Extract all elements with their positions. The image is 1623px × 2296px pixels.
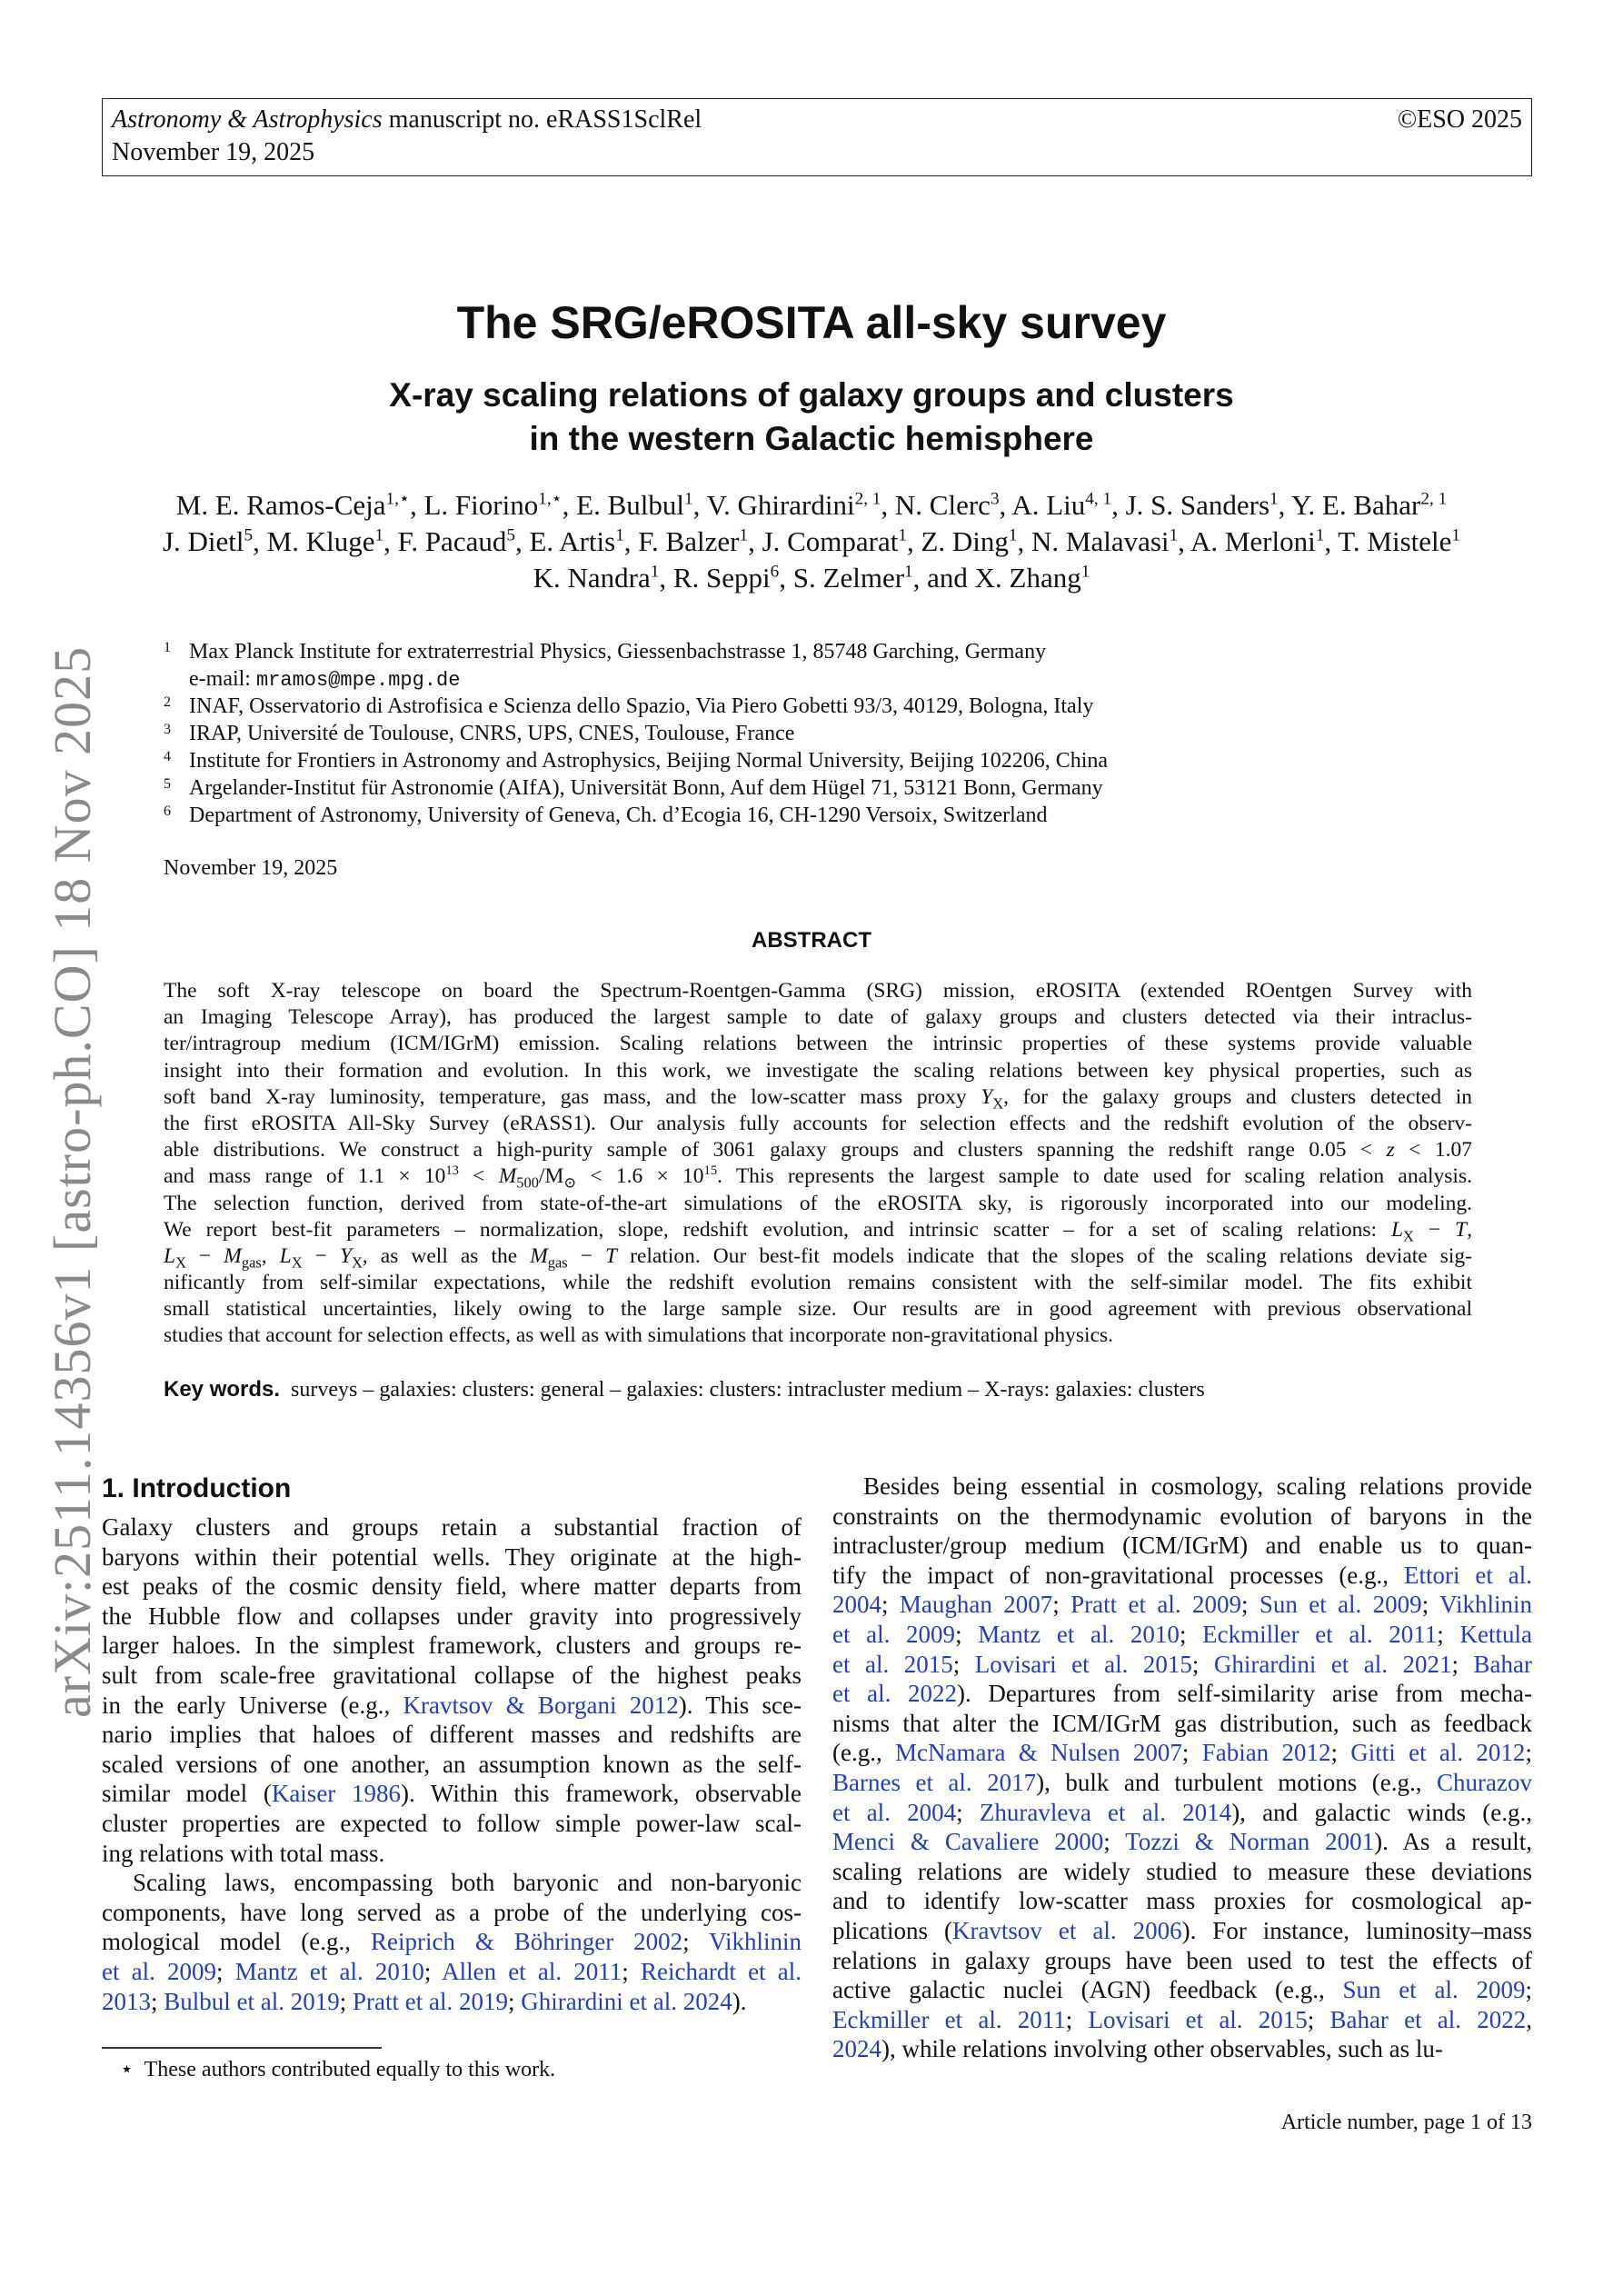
author-affiliation-mark: 2, 1 xyxy=(1420,489,1448,509)
affiliation-item xyxy=(164,802,1472,829)
citation-link[interactable]: Kravtsov & Borgani 2012 xyxy=(403,1691,679,1719)
citation-link[interactable]: Vikhlinin xyxy=(709,1928,802,1956)
author xyxy=(927,562,1090,594)
affiliation-number: 1 xyxy=(164,640,171,655)
body-line: scaling relations are widely studied to measure these deviations xyxy=(832,1857,1532,1885)
manuscript-number: manuscript no. eRASS1SclRel xyxy=(388,105,702,134)
body-line: constraints on the thermodynamic evolution of baryons in the xyxy=(832,1502,1532,1530)
abstract-line: small statistical uncertainties, likely owing to the large sample size. Our results are in good agreement with previous observational xyxy=(164,1297,1472,1322)
body-line: est peaks of the cosmic density field, where matter departs from xyxy=(102,1572,802,1601)
body-line: (e.g., McNamara & Nulsen 2007; Fabian 2012; Gitti et al. 2012; xyxy=(832,1739,1532,1767)
author-affiliation-mark: 1 xyxy=(898,525,907,545)
author-affiliation-mark: 1 xyxy=(1080,562,1090,582)
footnote-text: These authors contributed equally to this work. xyxy=(144,2058,556,2081)
body-line: nisms that alter the ICM/IGrM gas distribution, such as feedback xyxy=(832,1709,1532,1737)
citation-link[interactable]: Eckmiller et al. 2011 xyxy=(1202,1620,1438,1648)
journal-line xyxy=(112,105,702,135)
citation-link[interactable]: Sun et al. 2009 xyxy=(1259,1591,1422,1619)
body-line: cluster properties are expected to follow simple power-law scal- xyxy=(102,1809,802,1837)
author xyxy=(1190,525,1324,557)
body-line: 2013; Bulbul et al. 2019; Pratt et al. 2019; Ghirardini et al. 2024). xyxy=(102,1987,747,2015)
author-name: R. Seppi xyxy=(672,562,771,594)
affiliation-text: Argelander-Institut für Astronomie (AIfA), Universität Bonn, Auf dem Hügel 71, 53121 Bonn, Germany xyxy=(189,776,1103,800)
author-affiliation-mark: 1 xyxy=(1270,489,1279,509)
author-affiliation-mark: 1 xyxy=(1451,525,1461,545)
abstract-line: insight into their formation and evolution. In this work, we investigate the scaling relations between key physical properties, such as xyxy=(164,1058,1472,1083)
author-affiliation-mark: 1 xyxy=(904,562,913,582)
body-line: larger haloes. In the simplest framework, clusters and groups re- xyxy=(102,1632,802,1660)
abstract-line: The selection function, derived from state-of-the-art simulations of the eROSITA sky, is rigorously incorporated into our modeling. xyxy=(164,1191,1472,1215)
author xyxy=(1126,489,1279,521)
keywords-text: surveys – galaxies: clusters: general – galaxies: clusters: intracluster medium – X-rays: galaxies: clusters xyxy=(291,1378,1205,1402)
citation-link[interactable]: Gitti et al. 2012 xyxy=(1350,1739,1526,1767)
author-affiliation-mark: 2, 1 xyxy=(854,489,881,509)
citation-link[interactable]: Sun et al. 2009 xyxy=(1342,1976,1526,2004)
body-line: et al. 2004; Zhuravleva et al. 2014), and galactic winds (e.g., xyxy=(832,1798,1532,1826)
citation-link[interactable]: Eckmiller et al. 2011 xyxy=(832,2005,1066,2033)
body-line: mological model (e.g., Reiprich & Böhringer 2002; Vikhlinin xyxy=(102,1928,802,1956)
body-line: Galaxy clusters and groups retain a substantial fraction of xyxy=(102,1513,802,1541)
manuscript-header xyxy=(102,98,1532,176)
author xyxy=(1011,489,1111,521)
citation-link[interactable]: Maughan 2007 xyxy=(899,1591,1053,1619)
body-line: nario implies that haloes of different masses and redshifts are xyxy=(102,1721,802,1749)
affiliation-number: 2 xyxy=(164,694,171,710)
author-affiliation-mark: 1 xyxy=(1008,525,1018,545)
affiliation-text: e-mail: mramos@mpe.mpg.de xyxy=(189,667,461,692)
affiliation-item xyxy=(164,720,1472,747)
author-affiliation-mark: 1 xyxy=(374,525,384,545)
author-name: A. Merloni xyxy=(1190,525,1316,557)
body-line: ing relations with total mass. xyxy=(102,1839,385,1867)
citation-link[interactable]: Bahar xyxy=(1473,1650,1532,1678)
document-date: November 19, 2025 xyxy=(164,856,338,880)
body-line: the Hubble flow and collapses under gravity into progressively xyxy=(102,1602,802,1630)
citation-link[interactable]: et al. 2004 xyxy=(832,1798,957,1826)
author-name: V. Ghirardini xyxy=(706,489,855,521)
author xyxy=(163,525,253,557)
author xyxy=(576,489,692,521)
author-name: and X. Zhang xyxy=(927,562,1081,594)
citation-link[interactable]: Reichardt et al. xyxy=(640,1957,802,1985)
affiliation-number: 5 xyxy=(164,776,171,792)
author-line: M. E. Ramos-Ceja$^{1,⋆}$, L. Fiorino$^{1,⋆}$, E. Bulbul$^1$, V. Ghirardini$^{2, 1}$, N. Clerc$^3$, A. Liu$^{4, 1}$, J. S. Sanders$^1$, Y. E. Bahar$^{2, 1}$ xyxy=(175,489,1448,521)
author-affiliation-mark: 1,⋆ xyxy=(538,489,563,509)
citation-link[interactable]: Menci & Cavaliere 2000 xyxy=(832,1828,1104,1856)
citation-link[interactable]: Ettori et al. xyxy=(1403,1561,1532,1589)
author-name: M. E. Ramos-Ceja xyxy=(175,489,386,521)
author-affiliation-mark: 4, 1 xyxy=(1085,489,1112,509)
affiliation-item xyxy=(164,774,1472,802)
body-line: 2004; Maughan 2007; Pratt et al. 2009; Sun et al. 2009; Vikhlinin xyxy=(832,1591,1532,1619)
body-line: active galactic nuclei (AGN) feedback (e.g., Sun et al. 2009; xyxy=(832,1976,1532,2004)
footnote-mark: ⋆ xyxy=(120,2058,134,2081)
author xyxy=(1031,525,1178,557)
author-name: E. Artis xyxy=(529,525,616,557)
abstract-line: able distributions. We construct a high-purity sample of 3061 galaxy groups and clusters spanning the redshift range 0.05 < z < 1.07 xyxy=(164,1138,1472,1163)
abstract-line: ter/intragroup medium (ICM/IGrM) emission. Scaling relations between the intrinsic properties of these systems provide valuable xyxy=(164,1032,1472,1056)
body-line: in the early Universe (e.g., Kravtsov & Borgani 2012). This sce- xyxy=(102,1691,802,1719)
citation-link[interactable]: Kravtsov et al. 2006 xyxy=(951,1916,1182,1944)
body-line: et al. 2009; Mantz et al. 2010; Eckmiller et al. 2011; Kettula xyxy=(832,1620,1532,1648)
author xyxy=(1291,489,1447,521)
author-affiliation-mark: 1 xyxy=(615,525,624,545)
author-name: A. Liu xyxy=(1011,489,1086,521)
author xyxy=(267,525,383,557)
copyright: ©ESO 2025 xyxy=(1397,105,1522,134)
author xyxy=(533,562,660,594)
author xyxy=(895,489,1000,521)
body-line: et al. 2015; Lovisari et al. 2015; Ghirardini et al. 2021; Bahar xyxy=(832,1650,1532,1678)
body-line: Barnes et al. 2017), bulk and turbulent motions (e.g., Churazov xyxy=(832,1768,1532,1796)
author-line: J. Dietl$^5$, M. Kluge$^1$, F. Pacaud$^5$, E. Artis$^1$, F. Balzer$^1$, J. Comparat$^1$, Z. Ding$^1$, N. Malavasi$^1$, A. Merloni$^1$, T. Mistele$^1$ xyxy=(162,525,1461,557)
author-affiliation-mark: 1 xyxy=(1315,525,1325,545)
body-line: plications (Kravtsov et al. 2006). For instance, luminosity–mass xyxy=(832,1916,1532,1944)
citation-link[interactable]: Mantz et al. 2010 xyxy=(234,1957,424,1985)
body-line: et al. 2009; Mantz et al. 2010; Allen et al. 2011; Reichardt et al. xyxy=(102,1957,802,1985)
citation-link[interactable]: 2024 xyxy=(832,2035,881,2063)
author-name: S. Zelmer xyxy=(792,562,905,594)
body-line: scaled versions of one another, an assumption known as the self- xyxy=(102,1750,802,1778)
journal-name: Astronomy & Astrophysics xyxy=(112,105,383,134)
author-affiliation-mark: 5 xyxy=(506,525,515,545)
author-name: F. Pacaud xyxy=(397,525,507,557)
author-name: J. S. Sanders xyxy=(1125,489,1270,521)
citation-link[interactable]: Bahar et al. 2022 xyxy=(1329,2005,1527,2033)
author xyxy=(176,489,410,521)
author-name: J. Comparat xyxy=(762,525,899,557)
author-name: Z. Ding xyxy=(921,525,1009,557)
affiliation-item xyxy=(164,665,1472,694)
abstract-line: The soft X-ray telescope on board the Spectrum-Roentgen-Gamma (SRG) mission, eROSITA (extended ROentgen Survey with xyxy=(164,979,1472,1003)
citation-link[interactable]: Lovisari et al. 2015 xyxy=(1088,2005,1308,2033)
footnote xyxy=(120,2056,555,2083)
citation-link[interactable]: Ghirardini et al. 2021 xyxy=(1213,1650,1452,1678)
right-column xyxy=(832,1472,1532,2064)
author-name: F. Balzer xyxy=(638,525,740,557)
author-affiliation-mark: 5 xyxy=(244,525,254,545)
body-line: 2024), while relations involving other observables, such as lu- xyxy=(832,2035,1443,2063)
paper-subtitle-line-2: in the western Galactic hemisphere xyxy=(529,420,1094,457)
body-line: similar model (Kaiser 1986). Within this framework, observable xyxy=(102,1780,802,1808)
author-name: L. Fiorino xyxy=(423,489,539,521)
author xyxy=(793,562,913,594)
citation-link[interactable]: 2013 xyxy=(102,1987,151,2015)
author-name: M. Kluge xyxy=(266,525,375,557)
body-line: tify the impact of non-gravitational processes (e.g., Ettori et al. xyxy=(832,1561,1532,1589)
citation-link[interactable]: McNamara & Nulsen 2007 xyxy=(895,1739,1182,1767)
affiliation-number: 3 xyxy=(164,722,171,737)
author-name: K. Nandra xyxy=(533,562,651,594)
author xyxy=(921,525,1017,557)
citation-link[interactable]: Allen et al. 2011 xyxy=(442,1957,622,1985)
author xyxy=(398,525,515,557)
author-name: N. Clerc xyxy=(894,489,991,521)
citation-link[interactable]: et al. 2022 xyxy=(832,1680,958,1708)
body-line: relations in galaxy groups have been used to test the effects of xyxy=(832,1946,1532,1974)
body-line: Eckmiller et al. 2011; Lovisari et al. 2015; Bahar et al. 2022, xyxy=(832,2005,1532,2033)
body-line: sult from scale-free gravitational collapse of the highest peaks xyxy=(102,1661,802,1689)
section-heading: 1. Introduction xyxy=(102,1473,292,1503)
abstract-line: studies that account for selection effects, as well as with simulations that incorporate non-gravitational physics. xyxy=(164,1323,1114,1348)
author-line: K. Nandra$^1$, R. Seppi$^6$, S. Zelmer$^1$, and X. Zhang$^1$ xyxy=(533,562,1090,594)
affiliation-number: 6 xyxy=(164,804,171,819)
author xyxy=(423,489,562,521)
page-number: Article number, page 1 of 13 xyxy=(1280,2111,1532,2134)
abstract-line: nificantly from self-similar expectations, while the redshift evolution remains consistent with the self-similar model. The fits exhibit xyxy=(164,1271,1472,1295)
author-name: J. Dietl xyxy=(162,525,244,557)
affiliation-text: INAF, Osservatorio di Astrofisica e Scienza dello Spazio, Via Piero Gobetti 93/3, 40129, Bologna, Italy xyxy=(189,694,1094,718)
abstract-line: an Imaging Telescope Array), has produced the largest sample to date of galaxy groups and clusters detected via their intraclus- xyxy=(164,1005,1472,1030)
citation-link[interactable]: et al. 2009 xyxy=(102,1957,217,1985)
email-link[interactable]: mramos@mpe.mpg.de xyxy=(255,669,461,692)
author-name: N. Malavasi xyxy=(1031,525,1170,557)
author-affiliation-mark: 3 xyxy=(990,489,1000,509)
citation-link[interactable]: Tozzi & Norman 2001 xyxy=(1125,1828,1375,1856)
affiliation-item xyxy=(164,638,1472,665)
affiliation-text: IRAP, Université de Toulouse, CNRS, UPS, CNES, Toulouse, France xyxy=(189,722,795,745)
citation-link[interactable]: Lovisari et al. 2015 xyxy=(974,1650,1192,1678)
author xyxy=(638,525,748,557)
citation-link[interactable]: Pratt et al. 2019 xyxy=(353,1987,508,2015)
author xyxy=(673,562,779,594)
body-line: Besides being essential in cosmology, scaling relations provide xyxy=(863,1472,1532,1500)
author xyxy=(762,525,907,557)
affiliation-text: Institute for Frontiers in Astronomy and Astrophysics, Beijing Normal University, Beijing 102206, China xyxy=(189,749,1109,773)
keywords-label: Key words. xyxy=(164,1377,281,1402)
affiliation-text: Max Planck Institute for extraterrestrial Physics, Giessenbachstrasse 1, 85748 Garching, Germany xyxy=(189,640,1047,664)
citation-link[interactable]: et al. 2009 xyxy=(832,1620,956,1648)
author-affiliation-mark: 1,⋆ xyxy=(385,489,410,509)
left-column xyxy=(102,1512,802,2016)
body-line: intracluster/group medium (ICM/IGrM) and enable us to quan- xyxy=(832,1532,1532,1560)
abstract-line: soft band X-ray luminosity, temperature, gas mass, and the low-scatter mass proxy $Y_X$, for the galaxy groups and clusters detected in xyxy=(164,1084,1472,1113)
arxiv-stamp[interactable]: arXiv:2511.14356v1 [astro-ph.CO] 18 Nov 2025 xyxy=(43,645,102,1718)
author-affiliation-mark: 1 xyxy=(1169,525,1179,545)
abstract-line: and mass range of $1.1 \times 10^{13} < M_{500}/M_⊙ < 1.6 \times 10^{15}$. This represents the largest sample to date used for scaling relation analysis. xyxy=(164,1163,1472,1192)
author xyxy=(1338,525,1460,557)
paper-title: The SRG/eROSITA all-sky survey xyxy=(456,297,1167,348)
body-line: Scaling laws, encompassing both baryonic and non-baryonic xyxy=(133,1869,802,1897)
body-line: et al. 2022). Departures from self-similarity arise from mecha- xyxy=(832,1680,1532,1708)
citation-link[interactable]: Kaiser 1986 xyxy=(271,1780,401,1808)
author-affiliation-mark: 6 xyxy=(770,562,780,582)
affiliation-text: Department of Astronomy, University of Geneva, Ch. d’Ecogia 16, CH-1290 Versoix, Switzerland xyxy=(189,804,1048,827)
author xyxy=(529,525,623,557)
footnote-rule xyxy=(102,2047,382,2049)
citation-link[interactable]: Ghirardini et al. 2024 xyxy=(521,1987,732,2015)
abstract-line: $L_X - M_{gas}$, $L_X - Y_X$, as well as the $M_{gas} - T$ relation. Our best-fit models indicate that the slopes of the scaling relations deviate sig- xyxy=(164,1243,1473,1272)
author-name: E. Bulbul xyxy=(576,489,684,521)
citation-link[interactable]: Fabian 2012 xyxy=(1201,1739,1331,1767)
citation-link[interactable]: Vikhlinin xyxy=(1439,1591,1532,1619)
abstract-line: the first eROSITA All-Sky Survey (eRASS1). Our analysis fully accounts for selection effects and the redshift evolution of the observ- xyxy=(164,1111,1472,1135)
affiliation-item xyxy=(164,693,1472,720)
body-line: Menci & Cavaliere 2000; Tozzi & Norman 2001). As a result, xyxy=(832,1828,1532,1856)
citation-link[interactable]: Reiprich & Böhringer 2002 xyxy=(370,1928,683,1956)
citation-link[interactable]: Kettula xyxy=(1459,1620,1532,1648)
paper-subtitle-line-1: X-ray scaling relations of galaxy groups and clusters xyxy=(389,376,1234,414)
author-name: Y. E. Bahar xyxy=(1291,489,1421,521)
author-affiliation-mark: 1 xyxy=(684,489,693,509)
header-date: November 19, 2025 xyxy=(112,138,315,166)
body-line: and to identify low-scatter mass proxies for cosmological ap- xyxy=(832,1887,1532,1915)
author-affiliation-mark: 1 xyxy=(739,525,749,545)
body-line: components, have long served as a probe of the underlying cos- xyxy=(102,1898,802,1926)
affiliation-number: 4 xyxy=(164,749,171,764)
citation-link[interactable]: Mantz et al. 2010 xyxy=(978,1620,1180,1648)
citation-link[interactable]: 2004 xyxy=(832,1591,881,1619)
author-affiliation-mark: 1 xyxy=(650,562,660,582)
citation-link[interactable]: Zhuravleva et al. 2014 xyxy=(979,1798,1232,1826)
abstract-heading: ABSTRACT xyxy=(752,928,871,953)
author-name: T. Mistele xyxy=(1338,525,1452,557)
abstract-line: We report best-fit parameters – normalization, slope, redshift evolution, and intrinsic scatter – for a set of scaling relations: $L_X - T$, xyxy=(164,1217,1472,1245)
citation-link[interactable]: Bulbul et al. 2019 xyxy=(164,1987,340,2015)
keywords xyxy=(164,1376,1205,1403)
citation-link[interactable]: Barnes et al. 2017 xyxy=(832,1768,1037,1796)
citation-link[interactable]: Churazov xyxy=(1437,1768,1532,1796)
citation-link[interactable]: Pratt et al. 2009 xyxy=(1070,1591,1241,1619)
author xyxy=(707,489,881,521)
body-line: baryons within their potential wells. They originate at the high- xyxy=(102,1542,802,1571)
affiliation-item xyxy=(164,747,1472,774)
citation-link[interactable]: et al. 2015 xyxy=(832,1650,953,1678)
abstract-body xyxy=(164,978,1472,1350)
